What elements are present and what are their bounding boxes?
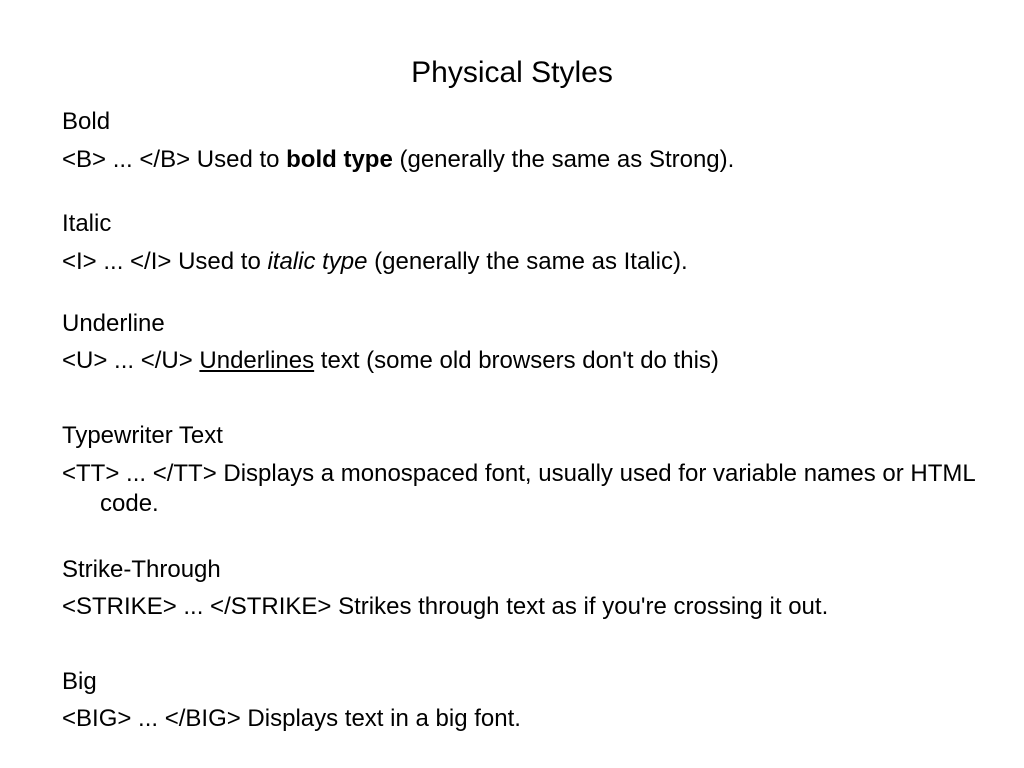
section-heading-big: Big	[62, 668, 97, 695]
tag-text: <BIG> ... </BIG>	[62, 705, 241, 732]
section-description-underline	[62, 346, 719, 376]
section-heading-typewriter: Typewriter Text	[62, 422, 223, 449]
section-description-bold	[62, 145, 734, 175]
section-description-big	[62, 704, 521, 734]
italic-example-text: italic type	[267, 248, 368, 275]
description-text: Used to	[171, 248, 268, 275]
description-text: Displays text in a big font.	[240, 705, 521, 732]
section-heading-bold: Bold	[62, 108, 111, 135]
tag-text: <I> ... </I>	[62, 248, 172, 275]
bold-example-text: bold type	[286, 146, 393, 173]
section-heading-strike: Strike-Through	[62, 556, 221, 583]
description-text: (generally the same as Italic).	[367, 248, 688, 275]
tag-text: <TT> ... </TT>	[62, 460, 217, 487]
underline-example-text: Underlines	[199, 347, 315, 374]
description-text: text (some old browsers don't do this)	[314, 347, 719, 374]
description-text: Strikes through text as if you're crossing it out.	[331, 593, 829, 620]
section-description-strike	[62, 592, 828, 622]
tag-text: <B> ... </B>	[62, 146, 191, 173]
tag-text: <STRIKE> ... </STRIKE>	[62, 593, 332, 620]
section-description-typewriter	[62, 459, 1000, 519]
description-text: (generally the same as Strong).	[392, 146, 735, 173]
description-text: Displays a monospaced font, usually used for variable names or HTML code.	[100, 460, 975, 517]
slide-title: Physical Styles	[411, 56, 613, 89]
section-description-italic	[62, 247, 688, 277]
description-text: Used to	[190, 146, 287, 173]
tag-text: <U> ... </U>	[62, 347, 193, 374]
section-heading-underline: Underline	[62, 310, 165, 337]
section-heading-italic: Italic	[62, 210, 112, 237]
